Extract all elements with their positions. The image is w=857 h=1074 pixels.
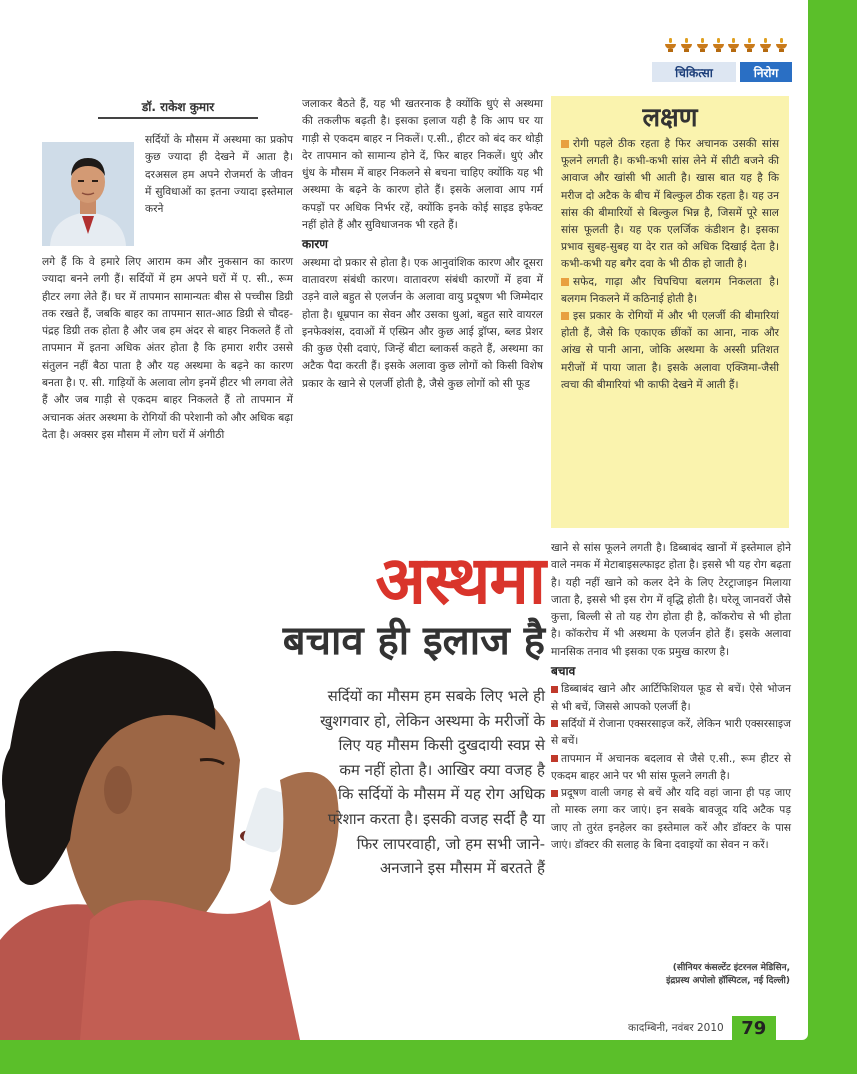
author-photo	[42, 142, 134, 246]
diya-icon	[727, 38, 740, 52]
prevention-item: सर्दियों में रोजाना एक्सरसाइज करें, लेकिन भारी एक्सरसाइज से बचें।	[551, 717, 791, 748]
diya-icon	[696, 38, 709, 52]
magazine-issue: कादम्बिनी, नवंबर 2010	[628, 1022, 724, 1034]
diya-icon	[664, 38, 677, 52]
symptoms-body	[551, 136, 789, 394]
prevention-item: तापमान में अचानक बदलाव से जैसे ए.सी., रूम हीटर से एकदम बाहर आने पर भी सांस फूलने लगती है।	[551, 752, 791, 782]
article-title: अस्थमा	[375, 542, 545, 619]
diya-icon	[743, 38, 756, 52]
prevention-item: प्रदूषण वाली जगह से बचें और यदि वहां जाना ही पड़ जाए तो मास्क लगा कर जाएं। इन सबके बावजूद यदि अटैक पड़ जाए तो तुरंत इनहेलर का इस्तेमाल करें और डॉक्टर के पास जाएं। डॉक्टर की सलाह के बिना दवाइयों का सेवन न करें।	[551, 787, 791, 852]
prevention-item: डिब्बाबंद खाने और आर्टिफिशियल फूड से बचें। ऐसे भोजन से भी बचें, जिससे आपको एलर्जी है।	[551, 683, 791, 713]
section-heading-prevention: बचाव	[551, 664, 576, 679]
article-paragraph: लगे हैं कि वे हमारे लिए आराम कम और नुकसान का कारण ज्यादा बनने लगी हैं। सर्दियों में हम अपने घरों में ए. सी., रूम हीटर लगा लेते हैं। घर में तापमान सामान्यतः बीस से पच्चीस डिग्री तक रखते हैं, जबकि बाहर का तापमान सात-आठ डिग्री से चौदह-पंद्रह डिग्री तक होता है और जब हम अंदर से बाहर निकलते हैं तो तापमान में इतना अधिक अंतर होता है कि हमारा शरीर उससे संतुलन नहीं बैठा पाता है और यह अस्थमा के बढ़ने का कारण बनता है। ए. सी. गाड़ियों के अलावा लोग इनमें हीटर भी लगवा लेते हैं और जब गाड़ी से एकदम बाहर निकलते हैं तो तापमान में अचानक अंतर अस्थमा के रोगियों की परेशानी को और अधिक बढ़ा देता है। अक्सर इस मौसम में लोग घरों में अंगीठी	[42, 256, 293, 441]
section-heading-causes: कारण	[302, 237, 328, 252]
article-paragraph: खाने से सांस फूलने लगती है। डिब्बाबंद खानों में इस्तेमाल होने वाले नमक में मेटाबाइसल्फाइट होता है। इससे भी यह रोग बढ़ता है। यही नहीं खाने को कलर देने के लिए टेरट्राजाइन मिलाया जाता है, इससे भी इस रोग में वृद्धि होती है। घरेलू जानवरों जैसे कुत्ता, बिल्ली से तो यह रोग होता ही है, कॉकरोच से भी होता है। कॉकरोच में भी अस्थमा के एलर्जन होते हैं। इसके अलावा मानसिक तनाव भी इसका एक प्रमुख कारण है।	[551, 542, 791, 658]
author-credit	[580, 962, 790, 988]
author-name: डॉ. राकेश कुमार	[98, 98, 258, 119]
article-column-1-top	[145, 132, 293, 218]
brand-label: निरोग	[740, 62, 792, 82]
bullet-square-icon	[561, 140, 569, 148]
bullet-square-icon	[551, 790, 558, 797]
bullet-square-icon	[561, 278, 569, 286]
page-number: 79	[732, 1016, 776, 1040]
credit-line: (सीनियर कंसल्टेंट इंटरनल मेडिसिन,	[672, 963, 790, 973]
article-paragraph: जलाकर बैठते हैं, यह भी खतरनाक है क्योंकि धुएं से अस्थमा की तकलीफ बढ़ती है। इसका इलाज यही है कि आप घर या गाड़ी से एकदम बाहर न निकलें। ए.सी., हीटर को बंद कर थोड़ी देर तापमान को सामान्य होने दें, फिर बाहर निकलें। धुएं और धुंध के मौसम में बाहर निकलने से बचना चाहिए क्योंकि यह भी अस्थमा के बढ़ने के कारण होते हैं। इसके अलावा आप गर्म कपड़ों पर अधिक निर्भर रहें, क्योंकि इनके कोई साइड इफेक्ट नहीं होते हैं और सुविधाजनक भी रहते हैं।	[302, 98, 543, 232]
article-column-1-bottom	[42, 254, 293, 444]
symptoms-box	[551, 96, 789, 528]
article-column-2	[302, 96, 543, 393]
credit-line: इंद्रप्रस्थ अपोलो हॉस्पिटल, नई दिल्ली)	[666, 976, 790, 986]
symptoms-title: लक्षण	[642, 103, 698, 133]
bullet-square-icon	[551, 720, 558, 727]
symptom-item: सफेद, गाढ़ा और चिपचिपा बलगम निकलता है। बलगम निकलने में कठिनाई होती है।	[561, 275, 779, 305]
bullet-square-icon	[551, 755, 558, 762]
diya-icons-row	[664, 38, 788, 58]
page-footer	[628, 1016, 776, 1040]
bullet-square-icon	[561, 312, 569, 320]
diya-icon	[712, 38, 725, 52]
symptom-item: रोगी पहले ठीक रहता है फिर अचानक उसकी सांस फूलने लगती है। कभी-कभी सांस लेने में सीटी बजने की आवाज और खांसी भी आती है। खास बात यह है कि मरीज दो अटैक के बीच में बिल्कुल ठीक रहता है। यह उन सांस की बीमारियों से बिल्कुल भिन्न है, जिसमें पूरे साल सांस फूलती है। यह एक एलर्जिक कंडीशन है। इसका प्रभाव सुबह-सुबह या देर रात को अधिक दिखाई देता है। कभी-कभी यह बगैर दवा के भी ठीक हो जाती है।	[561, 138, 779, 271]
diya-icon	[775, 38, 788, 52]
bullet-square-icon	[551, 686, 558, 693]
article-paragraph: सर्दियों के मौसम में अस्थमा का प्रकोप कुछ ज्यादा ही देखने में आता है। दरअसल हम अपने रोजमर्रा के जीवन में सुविधाओं का इतना ज्यादा इस्तेमाल करने	[145, 134, 293, 216]
diya-icon	[680, 38, 693, 52]
article-subtitle: बचाव ही इलाज है	[282, 618, 545, 664]
intro-paragraph: सर्दियों का मौसम हम सबके लिए भले ही खुशगवार हो, लेकिन अस्थमा के मरीजों के लिए यह मौसम किसी दुखदायी स्वप्न से कम नहीं होता है। आखिर क्या वजह है कि सर्दियों के मौसम में यह रोग अधिक परेशान करता है। इसकी वजह सर्दी है या फिर लापरवाही, जो हम सभी जाने-अनजाने इस मौसम में बरतते हैं	[320, 687, 545, 878]
section-tabs	[652, 62, 792, 82]
section-label: चिकित्सा	[652, 62, 736, 82]
author-portrait-image	[42, 142, 134, 246]
symptom-item: इस प्रकार के रोगियों में और भी एलर्जी की बीमारियां होती हैं, जैसे कि एकाएक छींकों का आना, नाक और आंख से पानी आना, जोकि अस्थमा के अस्सी प्रतिशत मरीजों में पाया जाता है। इसके अलावा एक्जिमा-जैसी त्वचा की बीमारियां भी काफी देखने में आती हैं।	[561, 310, 779, 391]
green-border-right	[805, 0, 857, 1074]
article-column-3	[551, 540, 791, 854]
article-paragraph: अस्थमा दो प्रकार से होता है। एक आनुवांशिक कारण और दूसरा वातावरण संबंधी कारण। वातावरण संबंधी कारणों में हवा में उड़ने वाले बहुत से एलर्जन के अलावा वायु प्रदूषण भी जिम्मेदार होता है। धूम्रपान का सेवन और उसका धुआं, बहुत सारे वायरल इनफेक्शंस, दवाओं में एस्प्रिन और कुछ आई ड्रॉप्स, ब्लड प्रेशर की कुछ ऐसी दवाएं, जिन्हें बीटा ब्लाकर्स कहते हैं, अस्थमा का अटैक पैदा करती हैं। इसके अलावा कुछ लोगों को किसी विशेष प्रकार के खाने से एलर्जी होती है, जैसे कुछ लोगों को सी फूड	[302, 256, 543, 390]
diya-icon	[759, 38, 772, 52]
